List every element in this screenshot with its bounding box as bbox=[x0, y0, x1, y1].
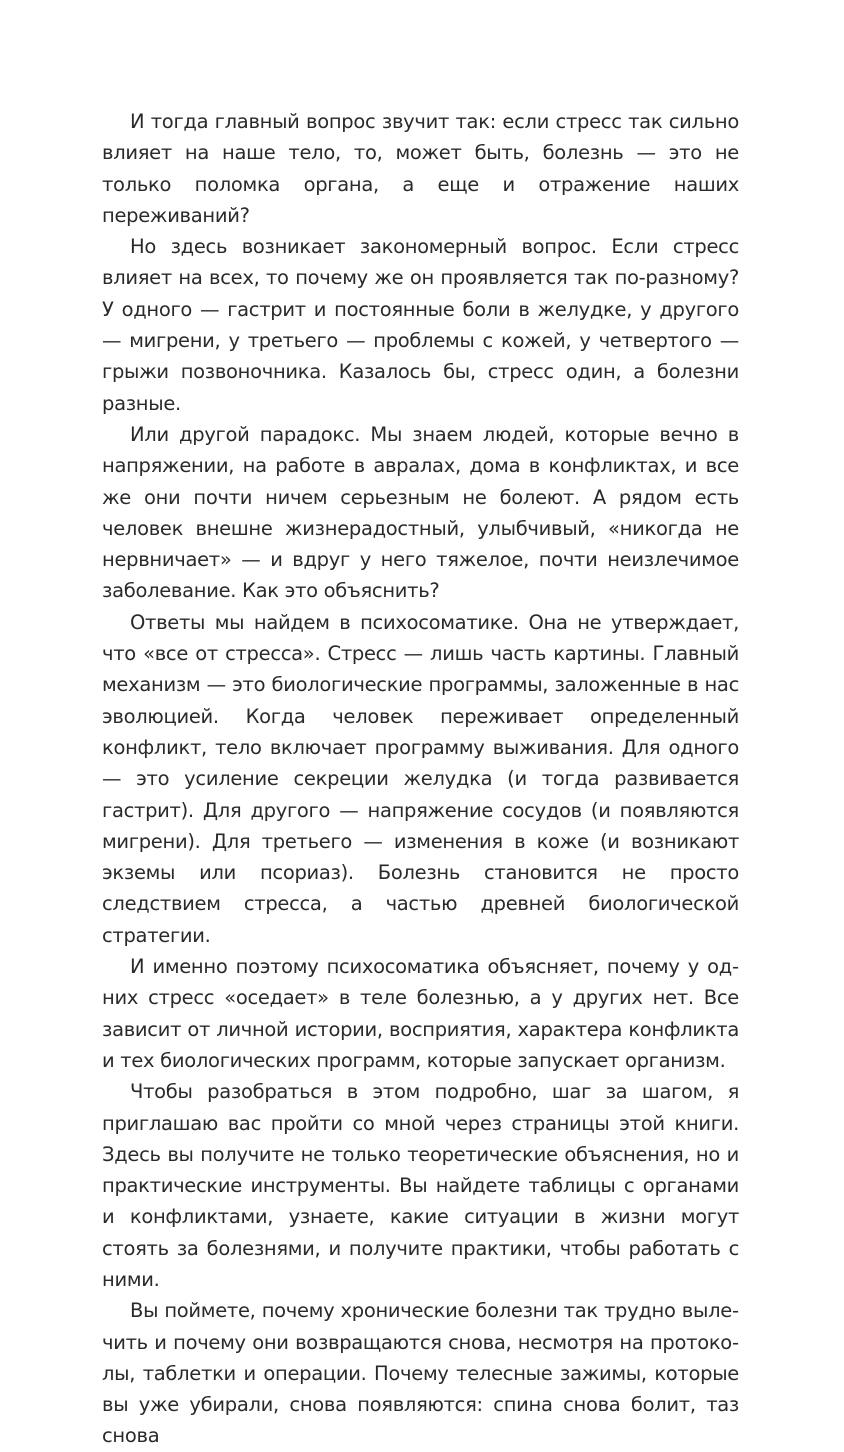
paragraph-1: И тогда главный вопрос звучит так: если стресс так сильно влияет на наше тело, то, может быть, болезнь — это не только поломка органа, а еще и отражение наших переживаний? bbox=[102, 110, 739, 227]
paragraph-5: И именно поэтому психосоматика объясняет, почему у одних стресс «оседает» в теле болезнью, а у других нет. Все зависит от личной истории, восприятия, характера конфликта и тех биологических программ, которые запускает организм. bbox=[102, 955, 739, 1072]
paragraph-4: Ответы мы найдем в психосоматике. Она не утверждает, что «все от стресса». Стресс — лишь часть картины. Главный механизм — это биологические программы, заложенные в нас эволюцией. Когда человек переживает определенный конфликт, тело включает программу выживания. Для одного — это усиление секреции желудка (и тогда развивается гастрит). Для другого — напряжение сосудов (и появляются мигрени). Для третьего — изменения в коже (и возникают экземы или псориаз). Болезнь становится не просто следствием стресса, а частью древней биологической стратегии. bbox=[102, 610, 739, 947]
paragraph-6: Чтобы разобраться в этом подробно, шаг за шагом, я приглашаю вас пройти со мной через страницы этой книги. Здесь вы получите не только теоретические объяснения, но и практические инструменты. Вы найдете таблицы с органами и конфликтами, узнаете, какие ситуации в жизни могут стоять за болезнями, и получите практики, чтобы работать с ними. bbox=[102, 1080, 739, 1291]
paragraph-7: Вы поймете, почему хронические болезни так трудно вылечить и почему они возвращаются снова, несмотря на протоколы, таблетки и операции. Почему телесные зажимы, которые вы уже убирали, снова появляются: спина снова болит, таз снова bbox=[102, 1299, 739, 1448]
paragraph-3: Или другой парадокс. Мы знаем людей, которые вечно в напряжении, на работе в авралах, дома в конфликтах, и все же они почти ничем серьезным не болеют. А рядом есть человек внешне жизнерадостный, улыбчивый, «никогда не нервничает» — и вдруг у него тяжелое, почти неизлечимое заболевание. Как это объяснить? bbox=[102, 422, 739, 603]
body-text bbox=[102, 106, 739, 1452]
paragraph-2: Но здесь возникает закономерный вопрос. Если стресс влияет на всех, то почему же он проявляется так по-разному? У одного — гастрит и постоянные боли в желудке, у другого — мигрени, у третьего — проблемы с кожей, у четвертого — грыжи позвоночника. Казалось бы, стресс один, а болезни разные. bbox=[102, 235, 739, 415]
